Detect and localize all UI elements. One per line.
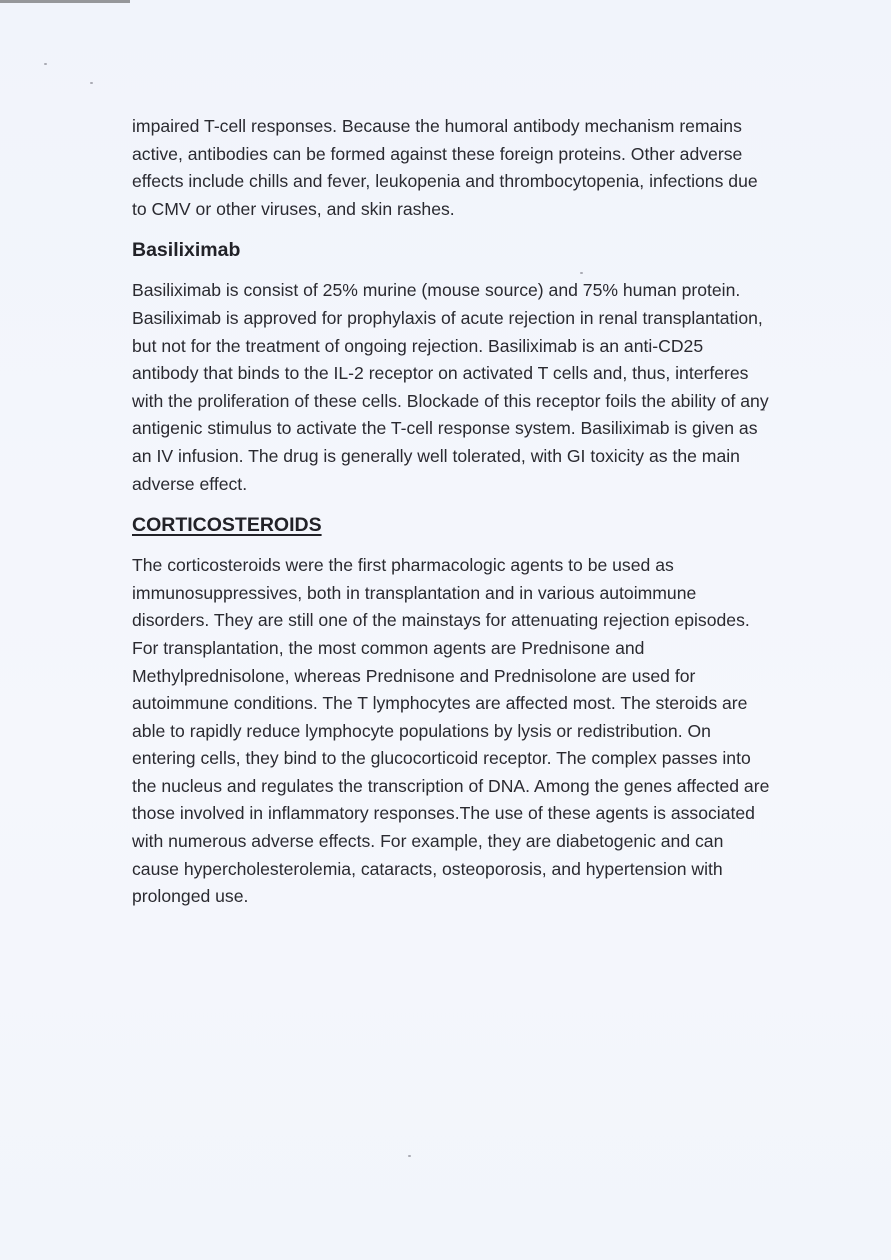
corticosteroids-heading: CORTICOSTEROIDS	[132, 514, 322, 537]
basiliximab-paragraph: Basiliximab is consist of 25% murine (mouse source) and 75% human protein. Basiliximab is approved for prophylaxis of acute rejection in renal transplantation, but not for the treatment of ongoing rejection. Basiliximab is an anti-CD25 antibody that binds to the IL-2 receptor on activated T cells and, thus, interferes with the proliferation of these cells. Blockade of this receptor foils the ability of any antigenic stimulus to activate the T-cell response system. Basiliximab is given as an IV infusion. The drug is generally well tolerated, with GI toxicity as the main adverse effect.	[132, 280, 769, 494]
intro-paragraph: impaired T-cell responses. Because the humoral antibody mechanism remains active, antibodies can be formed against these foreign proteins. Other adverse effects include chills and fever, leukopenia and thrombocytopenia, infections due to CMV or other viruses, and skin rashes.	[132, 116, 758, 219]
scan-edge-mark	[0, 0, 130, 3]
basiliximab-heading: Basiliximab	[132, 239, 241, 262]
scan-speck	[408, 1155, 411, 1157]
scan-speck	[90, 82, 93, 84]
document-body	[132, 113, 772, 911]
scan-speck	[44, 63, 47, 65]
corticosteroids-paragraph: The corticosteroids were the first pharmacologic agents to be used as immunosuppressives, both in transplantation and in various autoimmune disorders. They are still one of the mainstays for attenuating rejection episodes. For transplantation, the most common agents are Prednisone and Methylprednisolone, whereas Prednisone and Prednisolone are used for autoimmune conditions. The T lymphocytes are affected most. The steroids are able to rapidly reduce lymphocyte populations by lysis or redistribution. On entering cells, they bind to the glucocorticoid receptor. The complex passes into the nucleus and regulates the transcription of DNA. Among the genes affected are those involved in inflammatory responses.The use of these agents is associated with numerous adverse effects. For example, they are diabetogenic and can cause hypercholesterolemia, cataracts, osteoporosis, and hypertension with prolonged use.	[132, 555, 770, 907]
